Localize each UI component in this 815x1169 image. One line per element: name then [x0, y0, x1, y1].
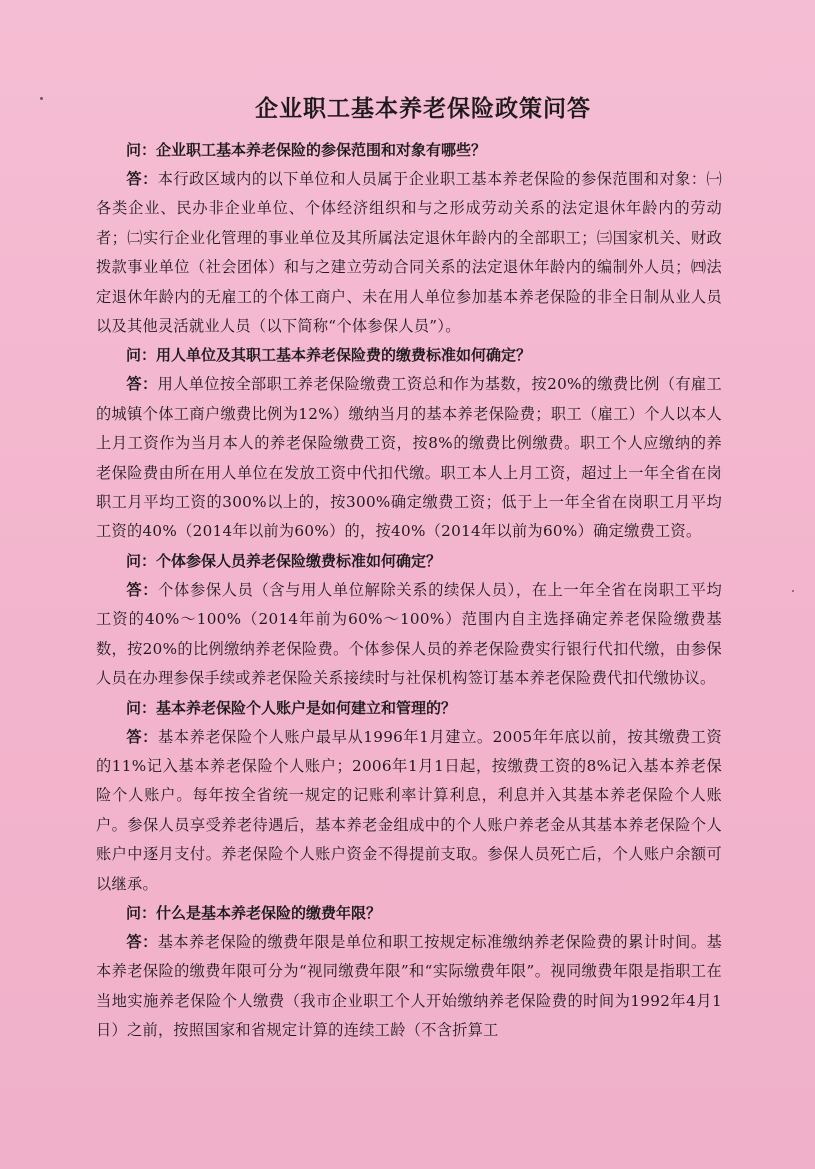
answer-text: 基本养老保险个人账户最早从1996年1月建立。2005年年底以前，按其缴费工资的11%记入基本养老保险个人账户；2006年1月1日起，按缴费工资的8%记入基本养老保险个人账户。每年按全省统一规定的记账利率计算利息，利息并入其基本养老保险个人账户。参保人员享受养老待遇后，基本养老金组成中的个人账户养老金从其基本养老保险个人账户中逐月支付。养老保险个人账户资金不得提前支取。参保人员死亡后，个人账户余额可以继承。 — [96, 727, 722, 893]
scan-speck — [40, 97, 43, 100]
answer — [96, 928, 722, 1046]
qa-section — [96, 694, 722, 899]
qa-section — [96, 899, 722, 1046]
answer-lead: 答： — [126, 375, 158, 394]
scan-speck — [792, 590, 794, 592]
answer-lead: 答： — [126, 727, 158, 746]
question: 问：基本养老保险个人账户是如何建立和管理的？ — [126, 698, 457, 717]
answer — [96, 723, 722, 899]
document-body — [96, 92, 722, 1046]
answer-lead: 答： — [126, 580, 159, 599]
answer-text: 基本养老保险的缴费年限是单位和职工按规定标准缴纳养老保险费的累计时间。基本养老保险的缴费年限可分为“视同缴费年限”和“实际缴费年限”。视同缴费年限是指职工在当地实施养老保险个人缴费（我市企业职工个人开始缴纳养老保险费的时间为1992年4月1日）之前，按照国家和省规定计算的连续工龄（不含折算工 — [96, 932, 722, 1040]
question: 问：个体参保人员养老保险缴费标准如何确定？ — [126, 551, 442, 570]
answer — [96, 576, 722, 694]
qa-section — [96, 547, 722, 694]
answer-lead: 答： — [126, 932, 158, 951]
question: 问：什么是基本养老保险的缴费年限？ — [126, 903, 382, 922]
answer — [96, 370, 722, 546]
document-title: 企业职工基本养老保险政策问答 — [255, 96, 591, 122]
answer — [96, 165, 722, 341]
answer-text: 个体参保人员（含与用人单位解除关系的续保人员），在上一年全省在岗职工平均工资的40%～100%（2014年前为60%～100%）范围内自主选择确定养老保险缴费基数，按20%的比例缴纳养老保险费。个体参保人员的养老保险费实行银行代扣代缴，由参保人员在办理参保手续或养老保险关系接续时与社保机构签订基本养老保险费代扣代缴协议。 — [96, 580, 723, 688]
answer-lead: 答： — [126, 170, 158, 188]
answer-text: 本行政区域内的以下单位和人员属于企业职工基本养老保险的参保范围和对象：㈠各类企业、民办非企业单位、个体经济组织和与之形成劳动关系的法定退休年龄内的劳动者；㈡实行企业化管理的事业单位及其所属法定退休年龄内的全部职工；㈢国家机关、财政拨款事业单位（社会团体）和与之建立劳动合同关系的法定退休年龄内的编制外人员；㈣法定退休年龄内的无雇工的个体工商户、未在用人单位参加基本养老保险的非全日制从业人员以及其他灵活就业人员（以下简称“个体参保人员”）。 — [96, 170, 722, 336]
qa-section — [96, 136, 722, 341]
question: 问：用人单位及其职工基本养老保险费的缴费标准如何确定？ — [126, 346, 532, 365]
question: 问：企业职工基本养老保险的参保范围和对象有哪些？ — [126, 141, 487, 159]
qa-section — [96, 341, 722, 546]
answer-text: 用人单位按全部职工养老保险缴费工资总和作为基数，按20%的缴费比例（有雇工的城镇个体工商户缴费比例为12%）缴纳当月的基本养老保险费；职工（雇工）个人以本人上月工资作为当月本人的养老保险缴费工资，按8%的缴费比例缴费。职工个人应缴纳的养老保险费由所在用人单位在发放工资中代扣代缴。职工本人上月工资，超过上一年全省在岗职工月平均工资的300%以上的，按300%确定缴费工资；低于上一年全省在岗职工月平均工资的40%（2014年以前为60%）的，按40%（2014年以前为60%）确定缴费工资。 — [96, 375, 722, 541]
